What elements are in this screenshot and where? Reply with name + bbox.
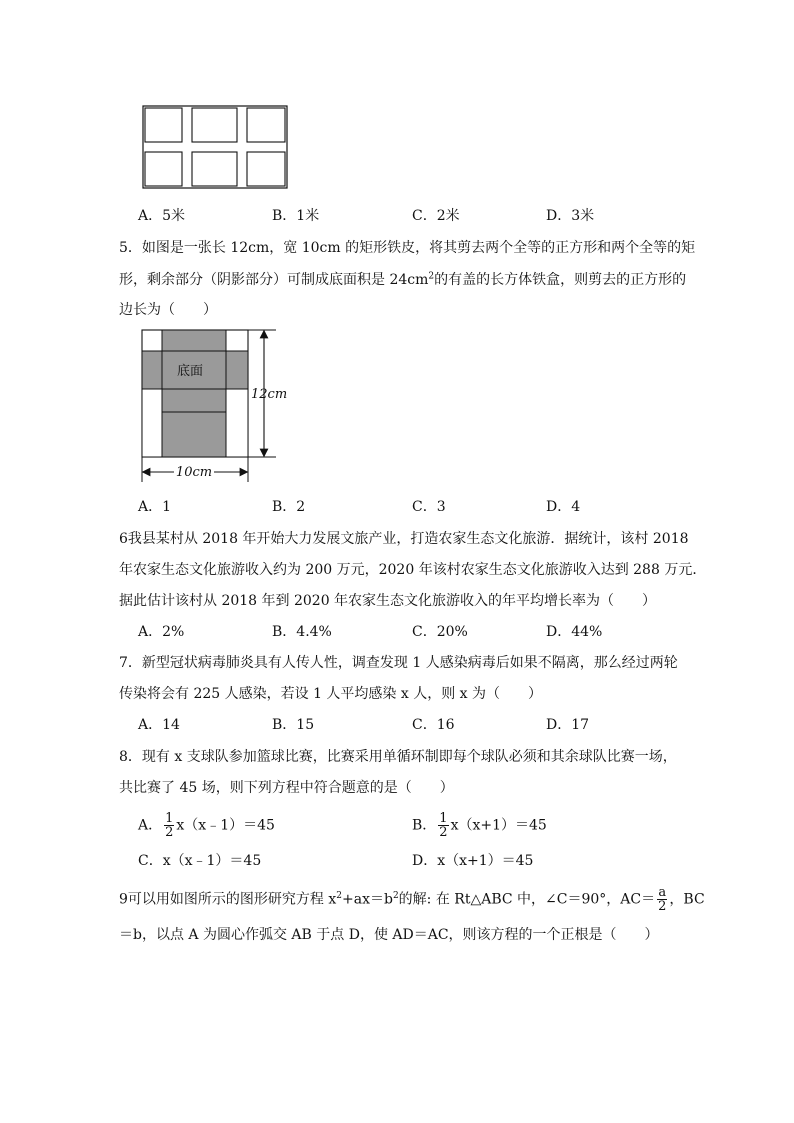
q4-piece-tm bbox=[192, 108, 237, 142]
q8-option-d: D．x（x+1）＝45 bbox=[412, 853, 534, 869]
q5-text-line1: 5．如图是一张长 12cm，宽 10cm 的矩形铁皮，将其剪去两个全等的正方形和两个全等的矩 bbox=[119, 240, 696, 256]
q4-piece-tl bbox=[145, 108, 182, 142]
q4-piece-br bbox=[247, 152, 285, 186]
q8-option-c: C．x（x﹣1）＝45 bbox=[138, 853, 262, 869]
q4-piece-bm bbox=[192, 152, 237, 186]
q5-option-a: A．1 bbox=[138, 499, 172, 515]
q4-piece-tr bbox=[247, 108, 285, 142]
q5-option-d: D．4 bbox=[546, 499, 581, 515]
q6-text-line2: 年农家生态文化旅游收入约为 200 万元，2020 年该村农家生态文化旅游收入达到 288 万元． bbox=[119, 562, 707, 578]
q8-text-line2: 共比赛了 45 场，则下列方程中符合题意的是（ ） bbox=[119, 780, 454, 796]
q4-option-c: C．2米 bbox=[412, 208, 460, 224]
q5-shade-bottom bbox=[162, 412, 226, 457]
q5-cut-square-right bbox=[226, 389, 248, 457]
q5-text-line2: 形，剩余部分（阴影部分）可制成底面积是 $24cm^2$的有盖的长方体铁盒，则剪去的正方形的 bbox=[119, 271, 687, 288]
q8-option-a: A． $\frac{1}{2}$ x（x﹣1）＝45 bbox=[138, 811, 275, 840]
q4-outer-rect bbox=[143, 106, 287, 188]
q6-option-c: C．20% bbox=[412, 624, 468, 640]
q5-shade-side bbox=[162, 389, 226, 412]
q6-text-line3: 据此估计该村从 2018 年到 2020 年农家生态文化旅游收入的年平均增长率为（ ） bbox=[119, 593, 657, 609]
q5-sheet-figure bbox=[140, 326, 290, 486]
q8-text-line1: 8．现有 x 支球队参加篮球比赛，比赛采用单循环制即每个球队必须和其余球队比赛一场， bbox=[119, 749, 677, 765]
q9-text-line2: ＝b，以点 A 为圆心作弧交 AB 于点 D，使 AD＝AC，则该方程的一个正根是（ ） bbox=[119, 927, 659, 943]
q7-text-line2: 传染将会有 225 人感染，若设 1 人平均感染 x 人，则 x 为（ ） bbox=[119, 686, 543, 702]
q4-option-b: B．1米 bbox=[272, 208, 320, 224]
q7-text-line1: 7．新型冠状病毒肺炎具有人传人性，调查发现 1 人感染病毒后如果不隔离，那么经过两轮 bbox=[119, 655, 678, 671]
q7-option-c: C．16 bbox=[412, 717, 455, 733]
q7-option-b: B．15 bbox=[272, 717, 315, 733]
q5-text-line3: 边长为（ ） bbox=[119, 302, 217, 318]
q6-text-line1: 6我县某村从 2018 年开始大力发展文旅产业，打造农家生态文化旅游．据统计，该村 2018 bbox=[119, 531, 689, 547]
q4-piece-bl bbox=[145, 152, 182, 186]
q8-option-a-fraction: $\frac{1}{2}$ bbox=[165, 811, 174, 840]
q6-option-a: A．2% bbox=[138, 624, 185, 640]
q7-option-a: A．14 bbox=[138, 717, 180, 733]
q5-shade-top bbox=[162, 330, 226, 351]
q7-option-d: D．17 bbox=[546, 717, 590, 733]
q5-cut-square-left bbox=[142, 389, 162, 457]
q4-cross-figure bbox=[142, 105, 290, 191]
q6-option-d: D．44% bbox=[546, 624, 603, 640]
q5-base-label: 底面 bbox=[176, 364, 204, 379]
q5-width-label: 10cm bbox=[175, 465, 213, 480]
q9-text-line1: 9可以用如图所示的图形研究方程 $x^2+ax=b^2$的解: 在 Rt△ABC 中，∠C＝90°，AC＝ $\frac{a}{2}$ ，BC bbox=[119, 885, 705, 914]
q5-option-c: C．3 bbox=[412, 499, 446, 515]
q9-fraction: $\frac{a}{2}$ bbox=[658, 885, 667, 914]
q5-height-label: 12cm bbox=[251, 387, 288, 402]
q8-option-b-fraction: $\frac{1}{2}$ bbox=[439, 811, 448, 840]
q4-option-d: D．3米 bbox=[546, 208, 595, 224]
q4-option-a: A．5米 bbox=[138, 208, 186, 224]
q8-option-b: B． $\frac{1}{2}$ x（x+1）＝45 bbox=[412, 811, 547, 840]
q6-option-b: B．4.4% bbox=[272, 624, 332, 640]
q5-option-b: B．2 bbox=[272, 499, 306, 515]
